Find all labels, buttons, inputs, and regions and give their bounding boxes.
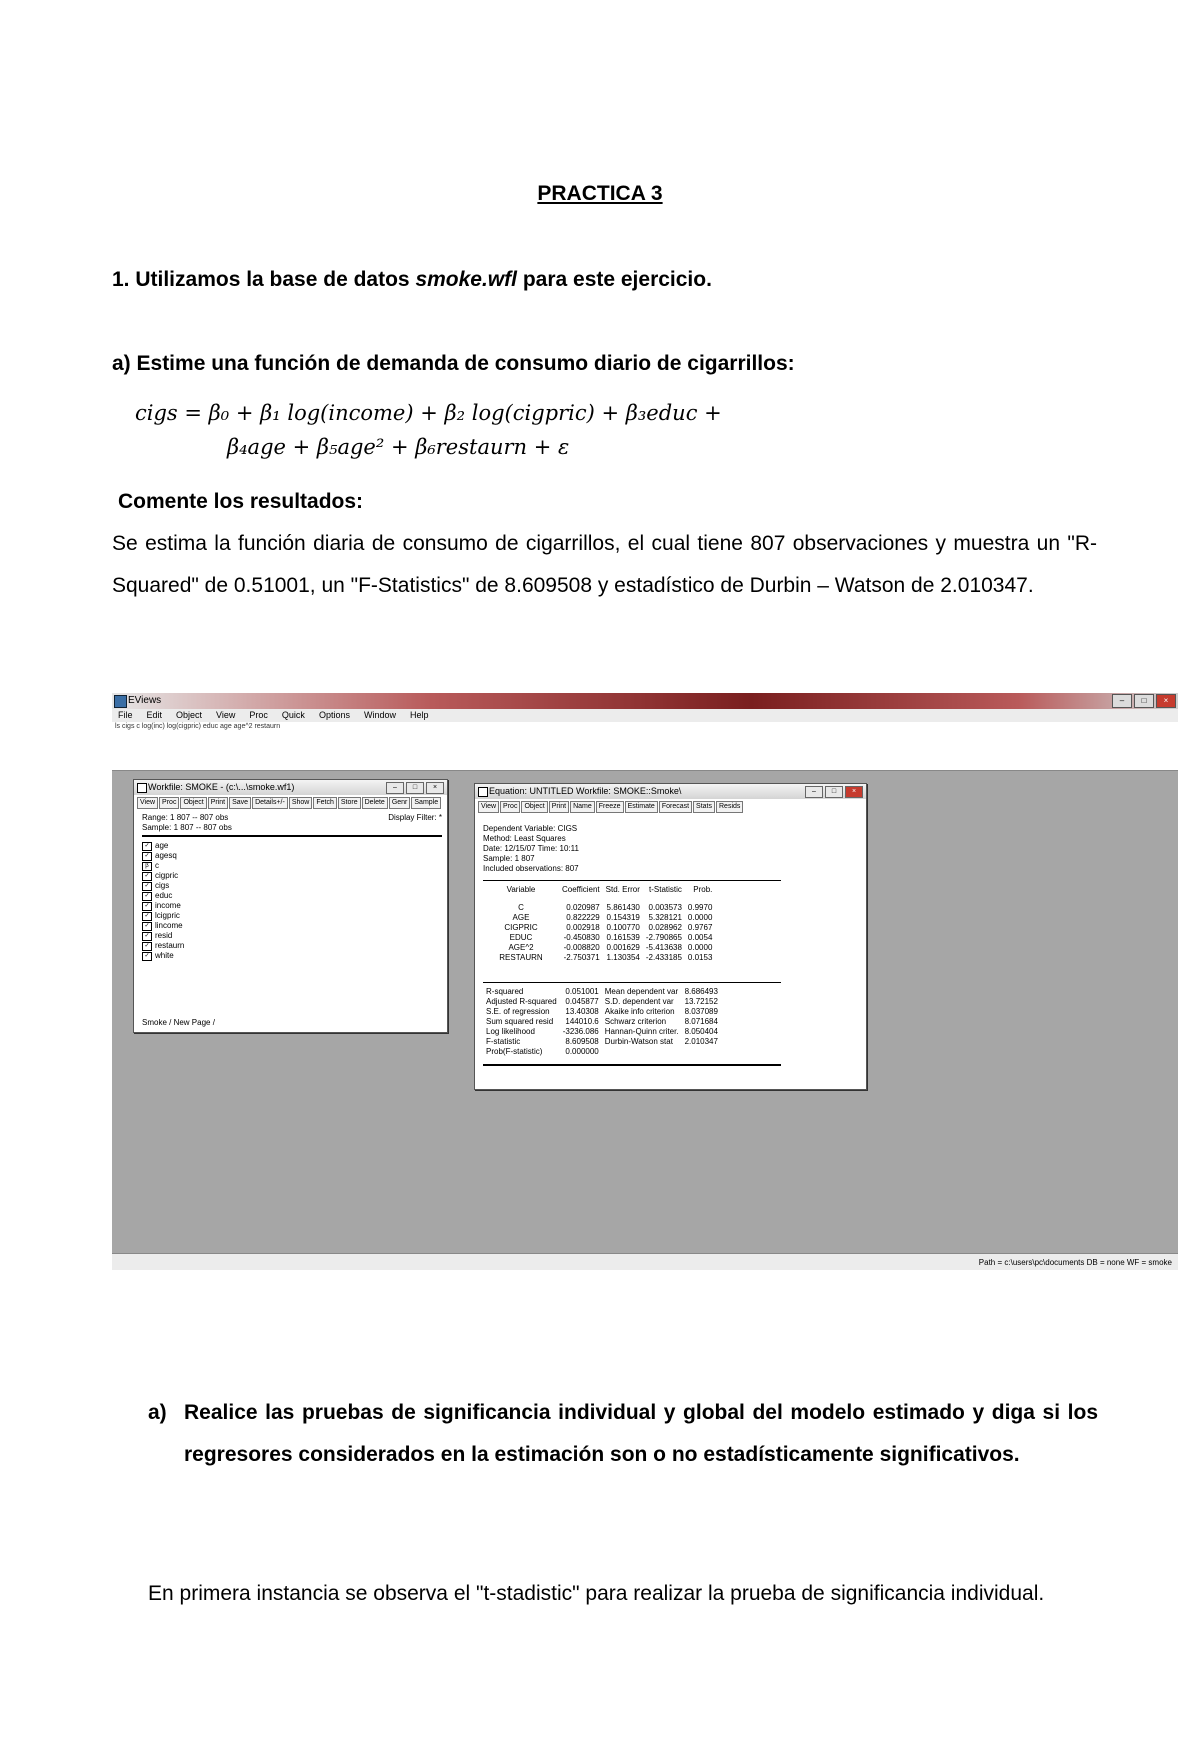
command-text: ls cigs c log(inc) log(cigpric) educ age age^2 restaurn bbox=[115, 723, 281, 730]
wf-btn-details[interactable]: Details+/- bbox=[252, 797, 288, 809]
eq-btn-resids[interactable]: Resids bbox=[716, 801, 743, 813]
eviews-menubar bbox=[112, 709, 1178, 722]
page-title: PRACTICA 3 bbox=[537, 182, 663, 205]
question-b bbox=[148, 1392, 1098, 1476]
list-item[interactable]: ✓ agesq bbox=[142, 851, 184, 861]
divider bbox=[483, 982, 781, 983]
wf-btn-show[interactable]: Show bbox=[289, 797, 313, 809]
eq-btn-freeze[interactable]: Freeze bbox=[596, 801, 624, 813]
list-item[interactable]: ✓ lincome bbox=[142, 921, 184, 931]
menu-view[interactable]: View bbox=[216, 710, 236, 720]
table-header-row: Variable Coefficient Std. Error t-Statistic Prob. bbox=[506, 885, 713, 894]
question-b-label: a) bbox=[148, 1401, 167, 1424]
table-row: AGE^2 -0.008820 0.001629 -5.413638 0.0000 bbox=[508, 943, 713, 952]
list-item[interactable]: ✓ restaurn bbox=[142, 941, 184, 951]
series-icon: ✓ bbox=[142, 852, 152, 861]
table-row: C 0.020987 5.861430 0.003573 0.9970 bbox=[518, 903, 713, 912]
list-item[interactable]: ✓ cigs bbox=[142, 881, 184, 891]
eq-btn-print[interactable]: Print bbox=[549, 801, 569, 813]
series-icon: ✓ bbox=[142, 942, 152, 951]
wf-btn-sample[interactable]: Sample bbox=[411, 797, 441, 809]
comment-heading: Comente los resultados: bbox=[118, 490, 364, 513]
table-row: AGE 0.822229 0.154319 5.328121 0.0000 bbox=[512, 913, 713, 922]
eq-btn-view[interactable]: View bbox=[478, 801, 499, 813]
series-icon: ✓ bbox=[142, 842, 152, 851]
series-icon: ✓ bbox=[142, 872, 152, 881]
wf-btn-delete[interactable]: Delete bbox=[362, 797, 388, 809]
display-filter[interactable]: Display Filter: * bbox=[388, 813, 442, 822]
table-row: EDUC -0.450830 0.161539 -2.790865 0.0054 bbox=[509, 933, 713, 942]
workfile-toolbar bbox=[137, 797, 441, 809]
workfile-title: Workfile: SMOKE - (c:\...\smoke.wf1) bbox=[148, 782, 295, 792]
list-item[interactable]: ✓ white bbox=[142, 951, 184, 961]
workfile-tabs[interactable]: Smoke / New Page / bbox=[142, 1018, 215, 1027]
menu-window[interactable]: Window bbox=[363, 710, 396, 720]
question-1: 1. Utilizamos la base de datos smoke.wfl para este ejercicio. bbox=[112, 268, 712, 291]
eviews-screenshot bbox=[112, 693, 1178, 1270]
list-item[interactable]: ✓ cigpric bbox=[142, 871, 184, 881]
question-b-text: Realice las pruebas de significancia individual y global del modelo estimado y diga si los regresores considerados en la estimación son o no estadísticamente significativos. bbox=[184, 1401, 1098, 1466]
window-icon bbox=[137, 783, 147, 793]
wf-btn-print[interactable]: Print bbox=[208, 797, 228, 809]
wf-btn-store[interactable]: Store bbox=[338, 797, 361, 809]
table-row: Adjusted R-squared 0.045877 S.D. dependent var 13.72152 bbox=[486, 997, 718, 1006]
close-icon[interactable]: × bbox=[426, 782, 444, 794]
table-row: CIGPRIC 0.002918 0.100770 0.028962 0.9767 bbox=[504, 923, 713, 932]
list-item[interactable]: β c bbox=[142, 861, 184, 871]
coef-icon: β bbox=[142, 862, 152, 871]
window-icon bbox=[478, 787, 488, 797]
list-item[interactable]: ✓ age bbox=[142, 841, 184, 851]
list-item[interactable]: ✓ income bbox=[142, 901, 184, 911]
wf-btn-save[interactable]: Save bbox=[229, 797, 251, 809]
table-row: S.E. of regression 13.40308 Akaike info criterion 8.037089 bbox=[486, 1007, 718, 1016]
table-row: Log likelihood -3236.086 Hannan-Quinn criter. 8.050404 bbox=[486, 1027, 718, 1036]
menu-object[interactable]: Object bbox=[176, 710, 203, 720]
eq-btn-object[interactable]: Object bbox=[521, 801, 547, 813]
question-a: a) Estime una función de demanda de consumo diario de cigarrillos: bbox=[112, 352, 795, 375]
menu-help[interactable]: Help bbox=[409, 710, 429, 720]
equation-title: Equation: UNTITLED Workfile: SMOKE::Smoke\ bbox=[489, 786, 682, 796]
wf-btn-object[interactable]: Object bbox=[180, 797, 206, 809]
maximize-icon[interactable]: □ bbox=[406, 782, 424, 794]
eq-btn-estimate[interactable]: Estimate bbox=[625, 801, 658, 813]
divider bbox=[142, 835, 442, 837]
close-icon[interactable]: × bbox=[845, 786, 863, 798]
equation-titlebar bbox=[475, 784, 866, 799]
workfile-window bbox=[133, 779, 448, 1033]
window-controls bbox=[1112, 694, 1176, 708]
eq-btn-proc[interactable]: Proc bbox=[500, 801, 520, 813]
table-row: Prob(F-statistic) 0.000000 bbox=[486, 1047, 599, 1056]
equation-line-1: cigs = β₀ + β₁ log(income) + β₂ log(cigpric) + β₃educ + bbox=[135, 401, 722, 425]
table-row: RESTAURN -2.750371 1.130354 -2.433185 0.0153 bbox=[499, 953, 713, 962]
equation-window bbox=[474, 783, 867, 1090]
series-icon: ✓ bbox=[142, 952, 152, 961]
minimize-icon[interactable]: – bbox=[1112, 694, 1132, 708]
workfile-titlebar bbox=[134, 780, 447, 795]
eq-btn-stats[interactable]: Stats bbox=[693, 801, 715, 813]
divider bbox=[483, 1064, 781, 1066]
eviews-titlebar bbox=[112, 693, 1178, 709]
series-icon: ✓ bbox=[142, 882, 152, 891]
series-icon: ✓ bbox=[142, 932, 152, 941]
status-path: Path = c:\users\pc\documents DB = none WF = smoke bbox=[978, 1258, 1172, 1267]
statistics-table bbox=[483, 987, 721, 1057]
table-row: R-squared 0.051001 Mean dependent var 8.686493 bbox=[486, 987, 718, 996]
regression-equation bbox=[135, 396, 722, 464]
list-item[interactable]: ✓ resid bbox=[142, 931, 184, 941]
series-list bbox=[142, 841, 184, 961]
menu-file[interactable]: File bbox=[118, 710, 133, 720]
results-paragraph: Se estima la función diaria de consumo de cigarrillos, el cual tiene 807 observaciones y muestra un "R-Squared" de 0.51001, un "F-Statistics" de 8.609508 y estadístico de Durbin – Watson de 2.010347. bbox=[112, 532, 1097, 597]
maximize-icon[interactable]: □ bbox=[1134, 694, 1154, 708]
series-icon: ✓ bbox=[142, 892, 152, 901]
wf-btn-proc[interactable]: Proc bbox=[159, 797, 179, 809]
eviews-app-title: EViews bbox=[128, 695, 162, 706]
coefficient-table bbox=[483, 885, 715, 963]
wf-btn-genr[interactable]: Genr bbox=[389, 797, 411, 809]
eviews-app-icon bbox=[114, 695, 127, 708]
menu-options[interactable]: Options bbox=[318, 710, 350, 720]
minimize-icon[interactable]: – bbox=[386, 782, 404, 794]
eviews-statusbar bbox=[112, 1253, 1178, 1270]
menu-edit[interactable]: Edit bbox=[146, 710, 163, 720]
maximize-icon[interactable]: □ bbox=[825, 786, 843, 798]
command-window[interactable] bbox=[112, 722, 1178, 771]
workfile-range: Range: 1 807 -- 807 obs bbox=[142, 813, 229, 822]
answer-paragraph: En primera instancia se observa el "t-stadistic" para realizar la prueba de significancia individual. bbox=[148, 1582, 1045, 1605]
eq-btn-forecast[interactable]: Forecast bbox=[659, 801, 692, 813]
wf-btn-fetch[interactable]: Fetch bbox=[313, 797, 337, 809]
table-row: F-statistic 8.609508 Durbin-Watson stat 2.010347 bbox=[486, 1037, 718, 1046]
workfile-sample: Sample: 1 807 -- 807 obs bbox=[142, 823, 232, 832]
list-item[interactable]: ✓ lcigpric bbox=[142, 911, 184, 921]
close-icon[interactable]: × bbox=[1156, 694, 1176, 708]
table-row: Sum squared resid 144010.6 Schwarz criterion 8.071684 bbox=[486, 1017, 718, 1026]
minimize-icon[interactable]: – bbox=[805, 786, 823, 798]
list-item[interactable]: ✓ educ bbox=[142, 891, 184, 901]
divider bbox=[483, 880, 781, 881]
wf-btn-view[interactable]: View bbox=[137, 797, 158, 809]
workfile-info bbox=[142, 813, 442, 833]
series-icon: ✓ bbox=[142, 902, 152, 911]
estimation-header: Dependent Variable: CIGS Method: Least Squares Date: 12/15/07 Time: 10:11 Sample: 1 807 Included observations: 807 bbox=[483, 824, 579, 873]
menu-quick[interactable]: Quick bbox=[281, 710, 305, 720]
series-icon: ✓ bbox=[142, 912, 152, 921]
menu-proc[interactable]: Proc bbox=[249, 710, 268, 720]
file-name: smoke.wfl bbox=[415, 268, 517, 291]
series-icon: ✓ bbox=[142, 922, 152, 931]
equation-toolbar bbox=[478, 801, 743, 813]
eq-btn-name[interactable]: Name bbox=[570, 801, 595, 813]
equation-line-2: β₄age + β₅age² + β₆restaurn + ε bbox=[227, 435, 570, 459]
